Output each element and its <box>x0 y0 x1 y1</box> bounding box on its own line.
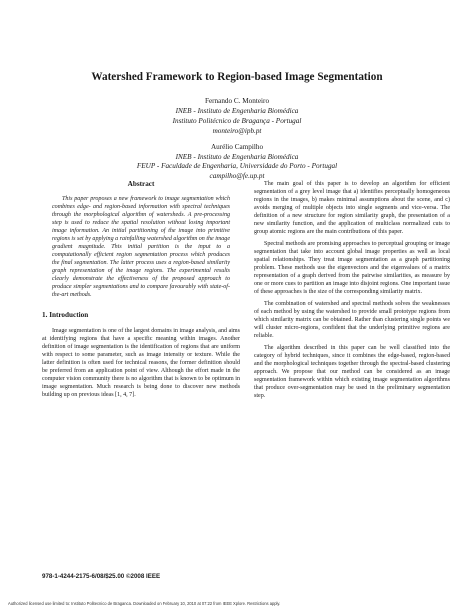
body-paragraph: The main goal of this paper is to develop an algorithm for efficient segmentation of a grey level image that a) identifies perceptually homogeneous regions in the images, b) makes minimal assumptions about the scene, and c) avoids merging of multiple objects into single segments and vice-versa. The definition of a new structure for region similarity graph, the presentation of a new similarity function, and the application of multiclass normalized cuts to group atomic regions are the main contributions of this paper. <box>254 181 450 235</box>
license-notice: Authorized licensed use limited to: Instituto Politecnico de Braganca. Downloaded on February 10, 2010 at 07:22 from IEEE Xplore. Restrictions apply. <box>8 601 281 606</box>
paper-title: Watershed Framework to Region-based Image Segmentation <box>91 71 383 83</box>
author-affiliation: FEUP - Faculdade de Engenharia, Universidade do Porto - Portugal <box>136 162 338 171</box>
abstract-text: This paper proposes a new framework to image segmentation which combines edge- and region-based information with spectral techniques through the morphological algorithm of watersheds. A pre-processing step is used to reduce the spatial resolution without losing important image information. An initial partitioning of the image into primitive regions is set by applying a rainfalling watershed algorithm on the image gradient magnitude. This initial partition is the input to a computationally efficient region segmentation process which produces the final segmentation. The latter process uses a region-based similarity graph representation of the image regions. The experimental results clearly demonstrate the effectiveness of the proposed approach to produce simpler segmentations and to compare favourably with state-of-the-art methods. <box>52 196 230 298</box>
author-email: monteiro@ipb.pt <box>212 126 262 135</box>
body-paragraph: Image segmentation is one of the largest domains in image analysis, and aims at identifying regions that have a specific meaning within images. Another definition of image segmentation is the identification of regions that are uniform with respect to some parameter, such as image intensity or texture. While the latter definition is often used for technical reasons, the former definition should be preferred from an application point of view. Although the effort made in the computer vision community there is no algorithm that is known to be optimum in image segmentation. Much research is being done to discover new methods building up on previous ideas [1, 4, 7]. <box>42 328 240 398</box>
body-paragraph: The algorithm described in this paper can be well classified into the category of hybrid techniques, since it combines the edge-based, region-based and the morphological techniques together through the spectral-based clustering approach. We propose that our method can be considered as an image segmentation framework within which existing image segmentation algorithms that produce over-segmentation may be used in the preliminary segmentation step. <box>254 345 450 399</box>
isbn-footer: 978-1-4244-2175-6/08/$25.00 ©2008 IEEE <box>42 573 161 580</box>
author-name: Aurélio Campilho <box>210 142 264 151</box>
body-paragraph: Spectral methods are promising approaches to perceptual grouping or image segmentation that take into account global image properties as well as local spatial relationships. They treat image segmentation as a graph partitioning problem. These methods use the eigenvectors and the eigenvalues of a matrix representation of a graph derived from the pairwise similarities, as measure by one or more cues to partition an image into disjoint regions. One important issue of these approaches is the size of the corresponding similarity matrix. <box>254 241 450 295</box>
author-name: Fernando C. Monteiro <box>204 97 270 105</box>
left-column <box>42 180 240 403</box>
body-paragraph: The combination of watershed and spectral methods solves the weaknesses of each method by using the watershed to provide small prototype regions from which similarity matrix can be obtained. Rather than clustering single points we will cluster micro-regions, confident that the underlying primitive regions are reliable. <box>254 301 450 339</box>
right-column <box>254 180 450 404</box>
author-email: campilho@fe.up.pt <box>209 172 265 181</box>
author-affiliation: INEB - Instituto de Engenharia Biomédica <box>175 106 299 115</box>
author-affiliation: Instituto Politécnico de Bragança - Portugal <box>172 116 302 125</box>
abstract-heading: Abstract <box>127 180 155 188</box>
author-affiliation: INEB - Instituto de Engenharia Biomédica <box>175 152 299 161</box>
author-block <box>0 97 474 182</box>
section-heading: 1. Introduction <box>42 311 89 319</box>
